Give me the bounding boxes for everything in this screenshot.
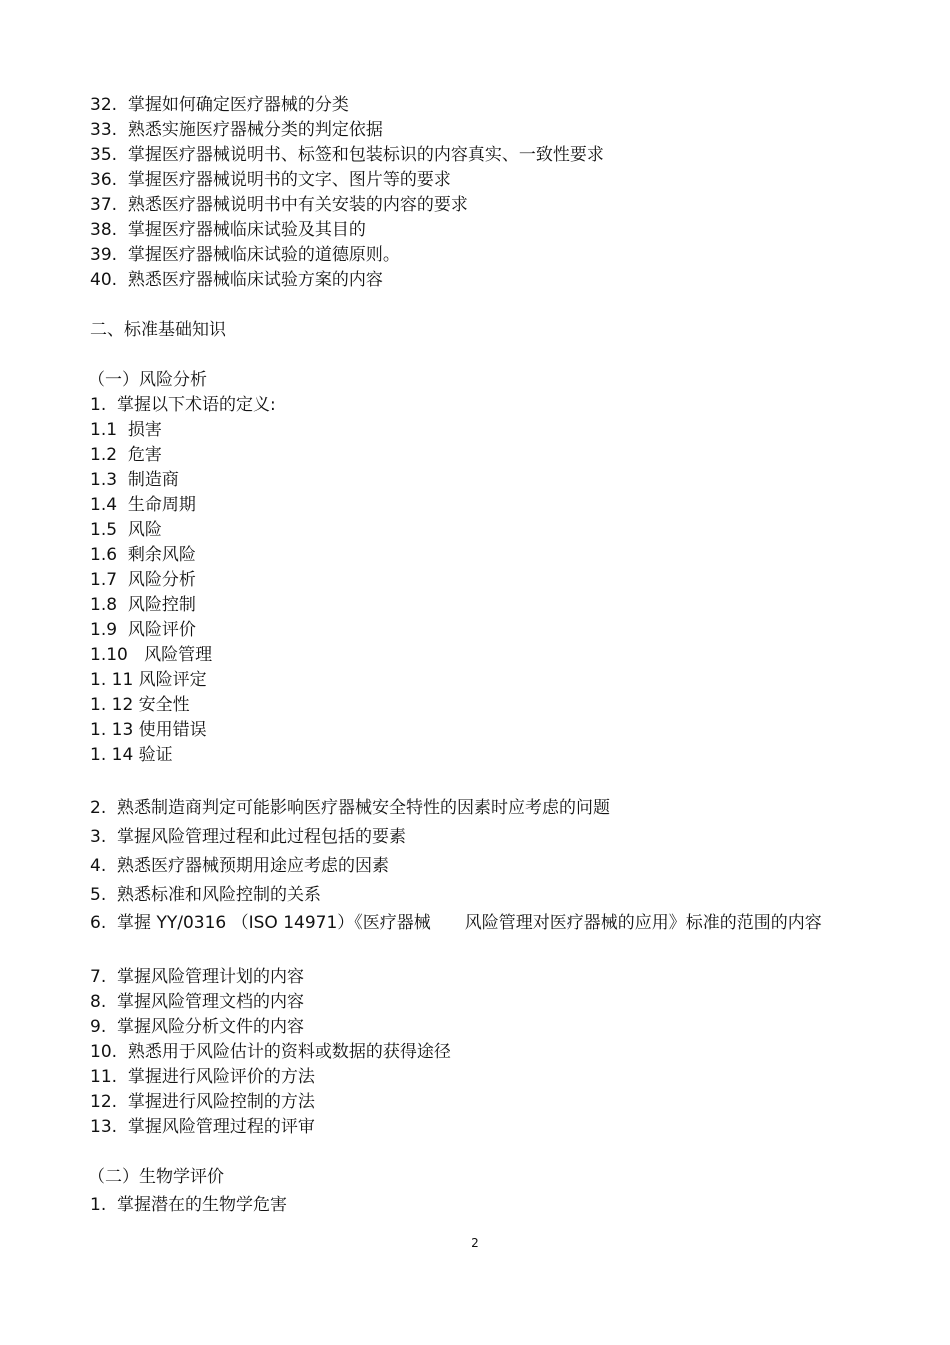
item-text: 熟悉实施医疗器械分类的判定依据 [127, 120, 383, 140]
item-number: 6. [90, 913, 107, 933]
item-number: 39. [90, 245, 118, 265]
item-text: 掌握医疗器械说明书、标签和包装标识的内容真实、一致性要求 [127, 145, 604, 165]
term-number: 1.2 [90, 445, 118, 465]
term-number: 1.5 [90, 520, 118, 540]
list-item [90, 394, 276, 416]
item-number: 7. [90, 967, 107, 987]
item-number: 12. [90, 1092, 118, 1112]
item-text: 掌握风险管理过程和此过程包括的要素 [117, 827, 407, 847]
term-item [90, 419, 162, 441]
term-text: 风险管理 [144, 645, 213, 665]
list-item [90, 1041, 451, 1063]
list-item [90, 219, 366, 241]
item-text: 熟悉医疗器械临床试验方案的内容 [127, 270, 383, 290]
term-item [90, 519, 162, 541]
item-text: 熟悉制造商判定可能影响医疗器械安全特性的因素时应考虑的问题 [117, 798, 611, 818]
term-number: 1. 13 [90, 720, 134, 740]
list-item [90, 169, 451, 191]
term-text: 安全性 [138, 695, 190, 715]
term-text: 制造商 [127, 470, 179, 490]
term-number: 1.3 [90, 470, 118, 490]
term-item [90, 469, 179, 491]
list-item [90, 269, 383, 291]
list-item [90, 1116, 315, 1138]
list-item [90, 1194, 287, 1216]
term-number: 1.7 [90, 570, 118, 590]
item-text: 掌握 YY/0316 （ISO 14971）《医疗器械 风险管理对医疗器械的应用》标准的范围的内容 [117, 913, 822, 933]
item-number: 33. [90, 120, 118, 140]
subsection-heading: （二）生物学评价 [88, 1167, 224, 1187]
list-item [90, 911, 850, 935]
item-text: 掌握医疗器械临床试验及其目的 [127, 220, 366, 240]
term-text: 风险 [127, 520, 162, 540]
term-item [90, 644, 212, 666]
item-text: 掌握潜在的生物学危害 [117, 1195, 288, 1215]
item-number: 40. [90, 270, 118, 290]
list-item [90, 884, 321, 906]
term-text: 验证 [138, 745, 173, 765]
section-heading: 二、标准基础知识 [90, 320, 226, 340]
item-text: 掌握风险管理文档的内容 [117, 992, 305, 1012]
item-number: 8. [90, 992, 107, 1012]
term-number: 1.8 [90, 595, 118, 615]
term-number: 1. 14 [90, 745, 134, 765]
item-text: 掌握风险管理过程的评审 [127, 1117, 315, 1137]
term-text: 损害 [127, 420, 162, 440]
term-text: 剩余风险 [127, 545, 196, 565]
list-item [90, 1066, 315, 1088]
term-number: 1.10 [90, 645, 128, 665]
list-item [90, 119, 383, 141]
item-number: 35. [90, 145, 118, 165]
term-text: 风险分析 [127, 570, 196, 590]
term-text: 危害 [127, 445, 162, 465]
list-item [90, 966, 304, 988]
term-number: 1. 12 [90, 695, 134, 715]
term-text: 使用错误 [138, 720, 207, 740]
list-item [90, 1016, 304, 1038]
term-number: 1.1 [90, 420, 118, 440]
term-item [90, 669, 207, 691]
list-item [90, 144, 604, 166]
item-text: 熟悉标准和风险控制的关系 [117, 885, 322, 905]
term-item [90, 594, 196, 616]
item-text: 掌握风险管理计划的内容 [117, 967, 305, 987]
term-item [90, 694, 190, 716]
term-item [90, 719, 207, 741]
item-text: 掌握医疗器械临床试验的道德原则。 [127, 245, 400, 265]
term-item [90, 494, 196, 516]
item-text: 掌握医疗器械说明书的文字、图片等的要求 [127, 170, 451, 190]
item-number: 3. [90, 827, 107, 847]
item-number: 1. [90, 1195, 107, 1215]
list-item [90, 244, 400, 266]
term-text: 风险控制 [127, 595, 196, 615]
item-number: 5. [90, 885, 107, 905]
item-text: 掌握进行风险控制的方法 [127, 1092, 315, 1112]
item-text: 熟悉用于风险估计的资料或数据的获得途径 [127, 1042, 451, 1062]
item-number: 36. [90, 170, 118, 190]
term-number: 1.4 [90, 495, 118, 515]
list-item [90, 194, 468, 216]
item-number: 2. [90, 798, 107, 818]
list-item [90, 991, 304, 1013]
term-item [90, 569, 196, 591]
item-number: 11. [90, 1067, 118, 1087]
subsection-heading: （一）风险分析 [88, 370, 207, 390]
item-number: 13. [90, 1117, 118, 1137]
item-number: 10. [90, 1042, 118, 1062]
term-number: 1. 11 [90, 670, 134, 690]
list-item [90, 94, 349, 116]
item-text: 掌握进行风险评价的方法 [127, 1067, 315, 1087]
page-number: 2 [471, 1236, 479, 1250]
list-item [90, 826, 406, 848]
item-number: 1. [90, 395, 107, 415]
list-item [90, 855, 389, 877]
item-text: 掌握风险分析文件的内容 [117, 1017, 305, 1037]
term-item [90, 744, 173, 766]
item-number: 37. [90, 195, 118, 215]
term-text: 风险评定 [138, 670, 207, 690]
term-number: 1.6 [90, 545, 118, 565]
list-item [90, 797, 610, 819]
term-text: 生命周期 [127, 495, 196, 515]
term-item [90, 444, 162, 466]
item-number: 32. [90, 95, 118, 115]
item-number: 38. [90, 220, 118, 240]
item-number: 9. [90, 1017, 107, 1037]
item-text: 熟悉医疗器械预期用途应考虑的因素 [117, 856, 390, 876]
term-item [90, 619, 196, 641]
list-item [90, 1091, 315, 1113]
term-text: 风险评价 [127, 620, 196, 640]
item-number: 4. [90, 856, 107, 876]
item-text: 掌握以下术语的定义: [117, 395, 276, 415]
item-text: 熟悉医疗器械说明书中有关安装的内容的要求 [127, 195, 468, 215]
term-item [90, 544, 196, 566]
item-text: 掌握如何确定医疗器械的分类 [127, 95, 349, 115]
term-number: 1.9 [90, 620, 118, 640]
